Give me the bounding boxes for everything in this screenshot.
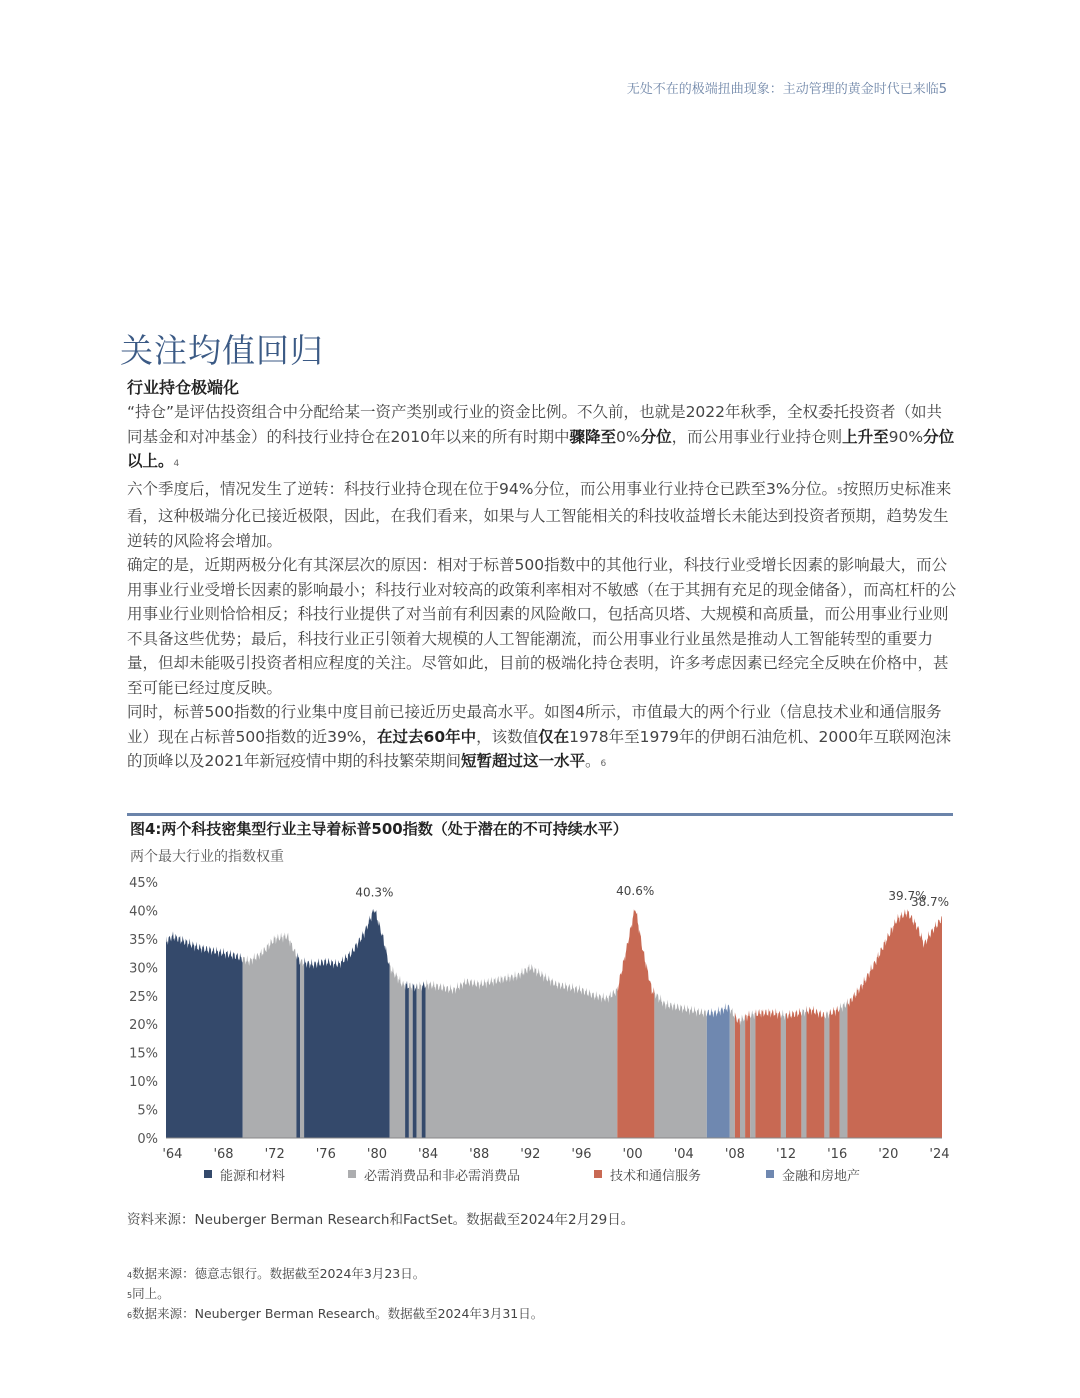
x-tick-label: '16 [827,1147,848,1162]
legend-label: 能源和材料 [220,1169,286,1184]
footnote-ref: 4 [173,459,180,469]
x-tick-label: '80 [366,1147,388,1162]
body-text [127,376,957,777]
x-tick-label: '24 [929,1147,950,1162]
x-tick-label: '20 [878,1147,899,1162]
paragraph-3: 确定的是，近期两极分化有其深层次的原因：相对于标普500指数中的其他行业，科技行业受增长因素的影响最大，而公用事业行业受增长因素的影响最小；科技行业对较高的政策利率相对不敏感（在于其拥有充足的现金储备），而高杠杆的公用事业行业则恰恰相反；科技行业提供了对当前有利因素的风险敞口，包括高贝塔、大规模和高质量，而公用事业行业则不具备这些优势；最后，科技行业正引领着大规模的人工智能潮流，而公用事业行业虽然是推动人工智能转型的重要力量，但却未能吸引投资者相应程度的关注。尽管如此，目前的极端化持仓表明，许多考虑因素已经完全反映在价格中，甚至可能已经过度反映。 [127,556,957,697]
x-tick-label: '76 [315,1147,336,1162]
legend-swatch [766,1170,774,1178]
figure-subtitle: 两个最大行业的指数权重 [130,849,284,865]
y-tick-label: 30% [129,961,158,977]
x-tick-label: '84 [418,1147,439,1162]
area-segment-13 [617,909,654,1138]
area-segment-29 [847,909,942,1138]
peak-label: 40.3% [355,885,394,900]
paragraph-2: 六个季度后，情况发生了逆转：科技行业持仓现在位于94%分位，而公用事业行业持仓已跌至3%分位。5按照历史标准来看，这种极端分化已接近极限，因此，在我们看来，如果与人工智能相关的科技收益增长未能达到投资者预期，趋势发生逆转的风险将会增加。 [127,479,952,550]
footnote-5: 5同上。 [127,1286,170,1301]
figure-rule [127,813,953,816]
footnote-6: 6数据来源：Neuberger Berman Research。数据截至2024年3月31日。 [127,1306,544,1321]
area-segment-21 [755,1008,781,1138]
y-tick-label: 0% [137,1132,158,1147]
peak-label: 39.7% [888,889,927,904]
area-segment-19 [745,1010,750,1138]
y-tick-label: 40% [129,904,158,920]
area-segment-10 [417,982,422,1139]
area-segment-12 [426,964,618,1138]
area-segment-1 [166,931,243,1138]
y-tick-label: 25% [129,989,158,1005]
area-segment-8 [409,983,413,1138]
subheading: 行业持仓极端化 [127,378,240,397]
x-tick-label: '08 [724,1147,745,1162]
x-tick-label: '72 [264,1147,285,1162]
area-segment-15 [707,1003,730,1138]
x-tick-label: '96 [571,1147,592,1162]
area-segment-2 [243,932,297,1138]
area-segment-4 [300,959,304,1138]
area-segment-3 [296,953,300,1139]
area-segment-5 [304,909,390,1138]
legend-label: 技术和通信服务 [610,1169,702,1184]
x-tick-label: '12 [775,1147,797,1162]
x-tick-label: '92 [520,1147,541,1162]
area-segment-11 [422,981,426,1138]
figure-source: 资料来源：Neuberger Berman Research和FactSet。数据截至2024年2月29日。 [127,1212,635,1228]
area-segment-27 [830,1006,840,1138]
area-segment-14 [654,992,706,1138]
footnotes [127,1265,543,1325]
footnote-ref: 5 [837,486,843,497]
peak-label: 40.6% [616,884,655,899]
area-segment-6 [390,966,405,1139]
legend-swatch [348,1170,356,1178]
section-title: 关注均值回归 [120,331,324,370]
footnote-4: 4数据来源：德意志银行。数据截至2024年3月23日。 [127,1266,426,1281]
peak-label: 38.7% [910,894,950,909]
x-tick-label: '64 [162,1147,183,1162]
legend-swatch [594,1170,602,1178]
footnote-ref: 6 [600,759,607,769]
running-header: 无处不在的极端扭曲现象：主动管理的黄金时代已来临5 [626,82,947,97]
figure-title: 图4:两个科技密集型行业主导着标普500指数（处于潜在的不可持续水平） [130,820,628,838]
x-tick-label: '88 [469,1147,490,1162]
area-segment-22 [781,1010,786,1139]
area-segment-25 [807,1006,825,1138]
y-tick-label: 10% [129,1075,158,1091]
area-segment-24 [801,1006,806,1138]
x-tick-label: '04 [673,1147,694,1162]
y-tick-label: 20% [129,1018,158,1034]
x-tick-label: '00 [622,1147,643,1162]
area-segment-17 [735,1012,740,1138]
area-segment-20 [750,1010,755,1138]
x-tick-label: '68 [213,1147,234,1162]
area-segment-9 [413,983,417,1138]
area-segment-18 [740,1014,745,1139]
legend-label: 必需消费品和非必需消费品 [364,1169,521,1184]
area-segment-23 [786,1008,801,1138]
area-segment-26 [824,1011,829,1138]
area-segment-16 [730,1008,735,1138]
area-segment-28 [840,998,848,1138]
area-segment-7 [405,981,409,1138]
legend-swatch [204,1170,212,1178]
paragraph-1: “持仓”是评估投资组合中分配给某一资产类别或行业的资金比例。不久前，也就是2022年秋季，全权委托投资者（如共同基金和对冲基金）的科技行业持仓在2010年以来的所有时期中骤降至0%分位，而公用事业行业持仓则上升至90%分位以上。4 [127,403,955,470]
sector-weight-chart [120,870,960,1190]
y-tick-label: 35% [129,932,158,948]
y-tick-label: 45% [129,876,158,891]
paragraph-4: 同时，标普500指数的行业集中度目前已接近历史最高水平。如图4所示，市值最大的两个行业（信息技术业和通信服务业）现在占标普500指数的近39%，在过去60年中，该数值仅在1978年至1979年的伊朗石油危机、2000年互联网泡沫的顶峰以及2021年新冠疫情中期的科技繁荣期间短暂超过这一水平。6 [127,703,951,770]
legend-label: 金融和房地产 [782,1169,861,1184]
y-tick-label: 5% [137,1103,158,1119]
y-tick-label: 15% [129,1046,158,1062]
